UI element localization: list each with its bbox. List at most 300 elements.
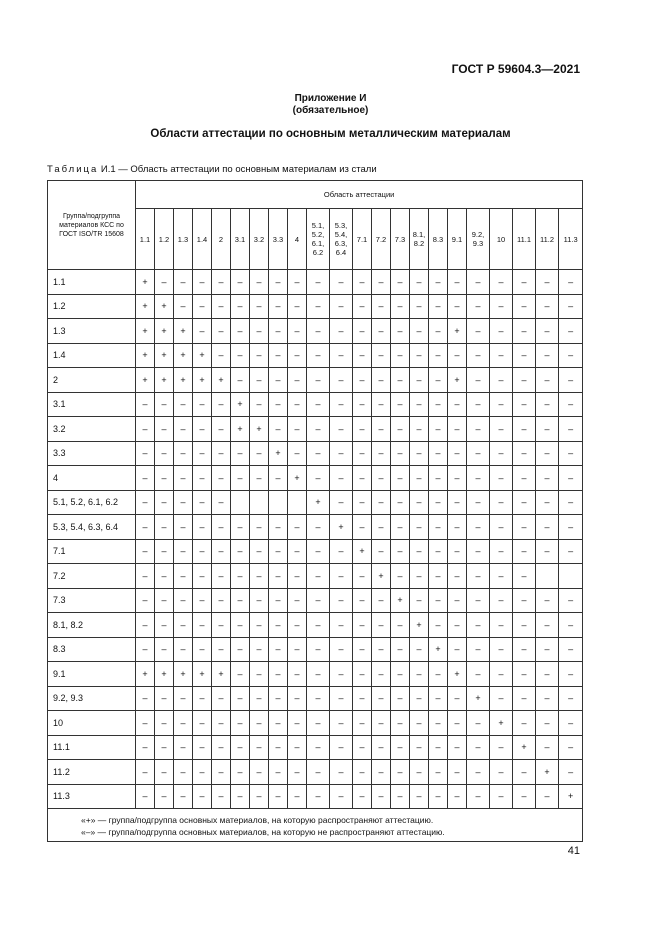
- table-cell: –: [330, 711, 353, 736]
- table-cell: –: [269, 417, 288, 442]
- table-cell: –: [372, 784, 391, 809]
- table-cell: –: [174, 294, 193, 319]
- annex-heading: [0, 93, 661, 117]
- table-row: [48, 613, 583, 638]
- table-cell: –: [448, 294, 467, 319]
- table-cell: –: [410, 319, 429, 344]
- table-cell: –: [536, 294, 559, 319]
- table-cell: –: [490, 392, 513, 417]
- table-cell: –: [448, 564, 467, 589]
- table-cell: –: [307, 564, 330, 589]
- table-cell: –: [193, 711, 212, 736]
- table-cell: –: [212, 343, 231, 368]
- table-cell: –: [155, 490, 174, 515]
- table-cell: –: [155, 417, 174, 442]
- table-cell: –: [410, 711, 429, 736]
- table-cell: –: [250, 319, 269, 344]
- table-cell: –: [391, 686, 410, 711]
- table-cell: –: [231, 686, 250, 711]
- table-cell: –: [288, 784, 307, 809]
- table-cell: –: [490, 441, 513, 466]
- table-cell: –: [330, 588, 353, 613]
- table-cell: –: [231, 343, 250, 368]
- table-cell: –: [372, 686, 391, 711]
- table-cell: –: [513, 539, 536, 564]
- table-cell: –: [174, 564, 193, 589]
- row-label: 9.1: [48, 662, 136, 687]
- table-cell: –: [410, 368, 429, 393]
- table-cell: –: [250, 343, 269, 368]
- table-cell: –: [391, 711, 410, 736]
- table-cell: –: [269, 392, 288, 417]
- table-cell: –: [513, 270, 536, 295]
- table-cell: +: [155, 368, 174, 393]
- row-label: 1.2: [48, 294, 136, 319]
- table-cell: –: [513, 662, 536, 687]
- table-cell: –: [155, 392, 174, 417]
- table-cell: –: [193, 637, 212, 662]
- table-cell: –: [353, 588, 372, 613]
- column-header: 3.1: [231, 209, 250, 270]
- table-cell: –: [467, 441, 490, 466]
- table-cell: –: [174, 417, 193, 442]
- table-cell: –: [307, 294, 330, 319]
- table-cell: –: [410, 539, 429, 564]
- table-cell: –: [174, 711, 193, 736]
- table-cell: +: [155, 662, 174, 687]
- table-note: «+» — группа/подгруппа основных материалов, на которую распространяют аттестацию.: [81, 815, 434, 825]
- table-cell: –: [536, 343, 559, 368]
- table-cell: +: [513, 735, 536, 760]
- table-cell: –: [330, 686, 353, 711]
- table-cell: +: [559, 784, 583, 809]
- table-row: [48, 441, 583, 466]
- table-cell: –: [307, 515, 330, 540]
- table-cell: –: [155, 539, 174, 564]
- table-cell: –: [307, 662, 330, 687]
- table-cell: –: [212, 392, 231, 417]
- table-cell: –: [174, 441, 193, 466]
- table-cell: –: [391, 319, 410, 344]
- table-cell: –: [231, 539, 250, 564]
- table-cell: –: [372, 392, 391, 417]
- table-cell: –: [174, 515, 193, 540]
- table-cell: –: [307, 343, 330, 368]
- table-cell: –: [269, 735, 288, 760]
- table-cell: –: [448, 613, 467, 638]
- table-cell: –: [193, 760, 212, 785]
- table-cell: +: [136, 662, 155, 687]
- table-cell: –: [231, 319, 250, 344]
- table-cell: –: [330, 319, 353, 344]
- table-cell: –: [269, 711, 288, 736]
- table-cell: –: [391, 343, 410, 368]
- column-header: 5.1, 5.2, 6.1, 6.2: [307, 209, 330, 270]
- table-cell: +: [490, 711, 513, 736]
- table-cell: –: [353, 319, 372, 344]
- table-cell: –: [155, 466, 174, 491]
- table-cell: –: [212, 760, 231, 785]
- table-cell: –: [372, 270, 391, 295]
- table-cell: –: [391, 515, 410, 540]
- table-cell: –: [536, 417, 559, 442]
- table-cell: –: [174, 392, 193, 417]
- table-cell: –: [490, 564, 513, 589]
- table-cell: –: [250, 662, 269, 687]
- table-cell: –: [307, 319, 330, 344]
- table-cell: –: [269, 294, 288, 319]
- table-cell: –: [536, 735, 559, 760]
- table-cell: +: [448, 368, 467, 393]
- table-cell: –: [136, 515, 155, 540]
- table-cell: [269, 490, 288, 515]
- table-cell: –: [250, 564, 269, 589]
- table-cell: –: [193, 319, 212, 344]
- table-cell: +: [372, 564, 391, 589]
- table-cell: –: [174, 490, 193, 515]
- row-label: 1.4: [48, 343, 136, 368]
- table-cell: –: [410, 270, 429, 295]
- table-cell: –: [330, 760, 353, 785]
- row-label: 1.3: [48, 319, 136, 344]
- row-label: 5.3, 5.4, 6.3, 6.4: [48, 515, 136, 540]
- table-cell: –: [410, 490, 429, 515]
- table-cell: –: [250, 637, 269, 662]
- table-cell: –: [490, 539, 513, 564]
- table-cell: +: [136, 294, 155, 319]
- notes-row: [48, 809, 583, 842]
- table-cell: –: [559, 441, 583, 466]
- table-row: [48, 711, 583, 736]
- table-cell: –: [448, 490, 467, 515]
- table-cell: +: [136, 368, 155, 393]
- table-cell: +: [174, 368, 193, 393]
- table-cell: –: [269, 466, 288, 491]
- table-cell: –: [212, 294, 231, 319]
- table-cell: –: [174, 539, 193, 564]
- table-cell: –: [559, 735, 583, 760]
- column-header: 1.2: [155, 209, 174, 270]
- table-cell: –: [330, 490, 353, 515]
- table-cell: –: [372, 441, 391, 466]
- table-cell: –: [174, 466, 193, 491]
- table-cell: –: [559, 392, 583, 417]
- table-cell: –: [174, 637, 193, 662]
- table-cell: –: [448, 539, 467, 564]
- table-cell: –: [490, 270, 513, 295]
- table-cell: –: [372, 662, 391, 687]
- table-cell: –: [212, 466, 231, 491]
- table-cell: –: [391, 270, 410, 295]
- table-cell: –: [559, 490, 583, 515]
- column-header: 8.3: [429, 209, 448, 270]
- table-cell: +: [448, 662, 467, 687]
- table-cell: –: [391, 294, 410, 319]
- qualification-table: [47, 180, 583, 842]
- table-cell: –: [513, 392, 536, 417]
- table-cell: –: [372, 343, 391, 368]
- table-cell: –: [288, 564, 307, 589]
- table-cell: –: [559, 417, 583, 442]
- table-cell: –: [429, 760, 448, 785]
- table-cell: –: [372, 466, 391, 491]
- table-cell: –: [353, 760, 372, 785]
- table-cell: –: [490, 368, 513, 393]
- table-cell: –: [410, 343, 429, 368]
- table-cell: –: [353, 515, 372, 540]
- table-cell: [288, 490, 307, 515]
- table-cell: –: [467, 294, 490, 319]
- table-cell: –: [193, 539, 212, 564]
- table-cell: –: [193, 417, 212, 442]
- table-cell: –: [288, 515, 307, 540]
- table-cell: –: [212, 711, 231, 736]
- table-cell: –: [513, 466, 536, 491]
- table-cell: –: [155, 686, 174, 711]
- table-cell: –: [467, 564, 490, 589]
- row-label: 3.2: [48, 417, 136, 442]
- table-cell: –: [429, 392, 448, 417]
- table-cell: –: [307, 686, 330, 711]
- table-cell: –: [231, 441, 250, 466]
- table-cell: –: [536, 466, 559, 491]
- table-cell: –: [353, 613, 372, 638]
- table-cell: –: [353, 466, 372, 491]
- table-cell: –: [250, 441, 269, 466]
- table-cell: –: [372, 539, 391, 564]
- table-cell: –: [330, 343, 353, 368]
- table-cell: –: [174, 735, 193, 760]
- table-cell: –: [193, 392, 212, 417]
- table-cell: –: [212, 637, 231, 662]
- table-cell: –: [212, 490, 231, 515]
- table-cell: –: [307, 466, 330, 491]
- table-cell: –: [410, 392, 429, 417]
- table-cell: –: [155, 564, 174, 589]
- table-cell: –: [429, 319, 448, 344]
- table-cell: –: [391, 735, 410, 760]
- table-cell: –: [353, 564, 372, 589]
- table-cell: –: [391, 368, 410, 393]
- table-cell: –: [559, 515, 583, 540]
- table-cell: –: [269, 564, 288, 589]
- table-cell: –: [429, 613, 448, 638]
- table-cell: –: [193, 564, 212, 589]
- table-cell: –: [490, 784, 513, 809]
- table-cell: –: [353, 343, 372, 368]
- table-caption-prefix: Таблица: [47, 164, 99, 175]
- table-cell: –: [490, 343, 513, 368]
- table-cell: –: [391, 760, 410, 785]
- table-cell: –: [155, 515, 174, 540]
- table-cell: –: [353, 417, 372, 442]
- table-cell: –: [353, 637, 372, 662]
- table-cell: –: [269, 343, 288, 368]
- table-cell: –: [513, 417, 536, 442]
- row-label: 11.3: [48, 784, 136, 809]
- table-cell: –: [536, 539, 559, 564]
- corner-header: Группа/подгруппа материалов КСС по ГОСТ ISO/TR 15608: [48, 181, 136, 270]
- table-cell: –: [513, 343, 536, 368]
- table-cell: –: [429, 515, 448, 540]
- group-header: Область аттестации: [136, 181, 583, 209]
- table-cell: +: [288, 466, 307, 491]
- table-cell: –: [391, 417, 410, 442]
- table-cell: –: [372, 760, 391, 785]
- table-cell: –: [429, 784, 448, 809]
- table-cell: –: [372, 588, 391, 613]
- table-cell: –: [372, 711, 391, 736]
- table-cell: +: [391, 588, 410, 613]
- table-cell: –: [330, 735, 353, 760]
- table-cell: –: [269, 686, 288, 711]
- table-cell: –: [231, 711, 250, 736]
- column-header: 8.1, 8.2: [410, 209, 429, 270]
- table-cell: –: [490, 760, 513, 785]
- table-cell: +: [155, 294, 174, 319]
- table-cell: –: [513, 686, 536, 711]
- table-cell: –: [353, 490, 372, 515]
- table-row: [48, 588, 583, 613]
- table-row: [48, 784, 583, 809]
- table-cell: –: [330, 539, 353, 564]
- table-cell: –: [536, 319, 559, 344]
- table-row: [48, 637, 583, 662]
- table-cell: –: [231, 368, 250, 393]
- table-cell: –: [136, 760, 155, 785]
- table-cell: –: [391, 637, 410, 662]
- table-cell: –: [513, 613, 536, 638]
- column-header: 3.3: [269, 209, 288, 270]
- table-notes: [48, 809, 583, 842]
- table-cell: –: [330, 270, 353, 295]
- table-cell: –: [513, 711, 536, 736]
- table-cell: –: [307, 613, 330, 638]
- table-cell: –: [250, 294, 269, 319]
- column-header: 10: [490, 209, 513, 270]
- table-cell: –: [212, 515, 231, 540]
- table-cell: –: [136, 588, 155, 613]
- table-cell: –: [448, 637, 467, 662]
- table-cell: –: [330, 441, 353, 466]
- table-cell: –: [559, 343, 583, 368]
- table-cell: –: [372, 613, 391, 638]
- table-cell: –: [410, 466, 429, 491]
- table-cell: –: [536, 686, 559, 711]
- table-cell: –: [155, 711, 174, 736]
- table-cell: –: [288, 441, 307, 466]
- table-cell: –: [467, 319, 490, 344]
- row-label: 8.1, 8.2: [48, 613, 136, 638]
- table-cell: –: [467, 515, 490, 540]
- table-cell: –: [212, 784, 231, 809]
- table-cell: –: [269, 784, 288, 809]
- table-cell: –: [429, 368, 448, 393]
- annex-title: Приложение И: [294, 93, 367, 104]
- row-label: 5.1, 5.2, 6.1, 6.2: [48, 490, 136, 515]
- table-cell: +: [212, 662, 231, 687]
- table-cell: –: [467, 637, 490, 662]
- table-cell: –: [136, 735, 155, 760]
- table-cell: –: [288, 588, 307, 613]
- table-cell: –: [250, 392, 269, 417]
- table-cell: –: [174, 270, 193, 295]
- row-label: 10: [48, 711, 136, 736]
- table-cell: –: [536, 588, 559, 613]
- table-cell: +: [174, 662, 193, 687]
- table-cell: –: [513, 441, 536, 466]
- table-cell: +: [193, 343, 212, 368]
- table-cell: –: [174, 784, 193, 809]
- table-cell: –: [231, 784, 250, 809]
- table-cell: –: [288, 613, 307, 638]
- table-cell: –: [536, 515, 559, 540]
- table-cell: –: [193, 588, 212, 613]
- table-cell: –: [467, 270, 490, 295]
- table-cell: –: [448, 515, 467, 540]
- column-header: 2: [212, 209, 231, 270]
- table-cell: –: [136, 466, 155, 491]
- table-row: [48, 515, 583, 540]
- table-cell: –: [353, 441, 372, 466]
- table-cell: –: [353, 735, 372, 760]
- table-cell: –: [330, 417, 353, 442]
- row-label: 11.2: [48, 760, 136, 785]
- table-cell: –: [193, 270, 212, 295]
- table-cell: –: [250, 784, 269, 809]
- column-header: 1.4: [193, 209, 212, 270]
- table-cell: –: [212, 539, 231, 564]
- table-cell: –: [490, 294, 513, 319]
- table-cell: –: [212, 564, 231, 589]
- table-cell: +: [231, 392, 250, 417]
- table-cell: –: [288, 637, 307, 662]
- table-cell: –: [448, 686, 467, 711]
- table-row: [48, 417, 583, 442]
- table-cell: –: [193, 490, 212, 515]
- table-cell: –: [269, 368, 288, 393]
- table-cell: –: [559, 637, 583, 662]
- table-cell: –: [231, 735, 250, 760]
- table-cell: –: [536, 441, 559, 466]
- table-row: [48, 564, 583, 589]
- table-cell: +: [330, 515, 353, 540]
- table-cell: –: [429, 343, 448, 368]
- row-label: 9.2, 9.3: [48, 686, 136, 711]
- table-cell: –: [269, 588, 288, 613]
- table-cell: –: [330, 294, 353, 319]
- table-cell: –: [467, 735, 490, 760]
- table-cell: –: [250, 368, 269, 393]
- table-cell: –: [288, 686, 307, 711]
- table-cell: –: [559, 760, 583, 785]
- table-cell: –: [372, 515, 391, 540]
- column-header: 11.1: [513, 209, 536, 270]
- table-cell: +: [193, 368, 212, 393]
- table-header-row: [48, 181, 583, 209]
- table-cell: –: [307, 588, 330, 613]
- table-cell: –: [231, 270, 250, 295]
- page-number: 41: [567, 845, 580, 857]
- table-cell: –: [231, 613, 250, 638]
- table-cell: –: [250, 539, 269, 564]
- table-cell: +: [155, 343, 174, 368]
- table-cell: +: [467, 686, 490, 711]
- table-cell: –: [288, 270, 307, 295]
- table-cell: –: [250, 686, 269, 711]
- table-cell: –: [429, 564, 448, 589]
- column-header: 5.3, 5.4, 6.3, 6.4: [330, 209, 353, 270]
